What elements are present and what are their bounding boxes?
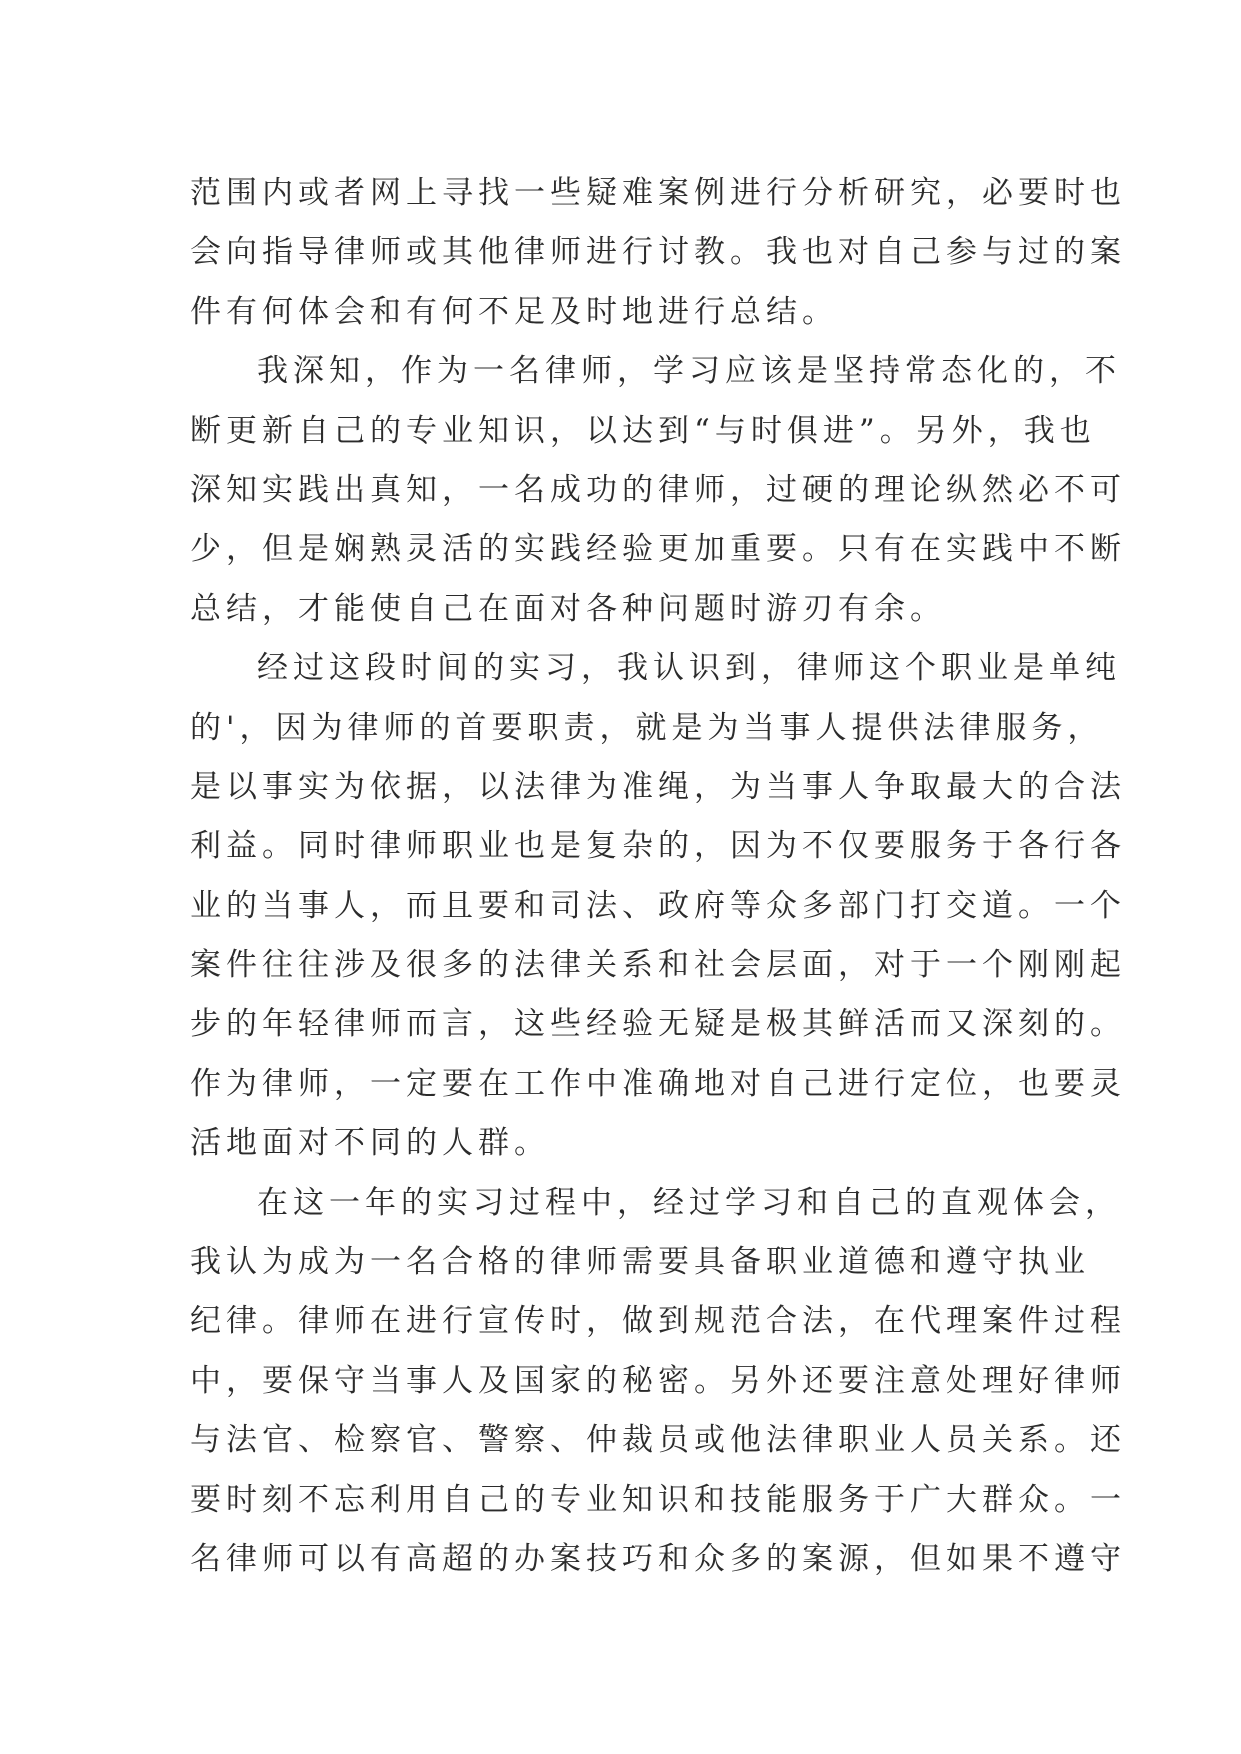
text-line: 名律师可以有高超的办案技巧和众多的案源，但如果不遵守	[190, 1540, 1126, 1577]
paragraph-first-line: 在这一年的实习过程中，经过学习和自己的直观体会，	[257, 1184, 1121, 1221]
text-line: 我认为成为一名合格的律师需要具备职业道德和遵守执业	[190, 1244, 1090, 1281]
text-line: 与法官、检察官、警察、仲裁员或他法律职业人员关系。还	[190, 1422, 1126, 1459]
text-line: 范围内或者网上寻找一些疑难案例进行分析研究，必要时也	[190, 175, 1126, 211]
text-line: 少，但是娴熟灵活的实践经验更加重要。只有在实践中不断	[190, 531, 1126, 568]
body-text	[190, 164, 1126, 1589]
text-line: 是以事实为依据，以法律为准绳，为当事人争取最大的合法	[190, 768, 1126, 805]
text-line: 深知实践出真知，一名成功的律师，过硬的理论纵然必不可	[190, 471, 1126, 508]
text-line: 件有何体会和有何不足及时地进行总结。	[190, 293, 838, 330]
text-line: 总结，才能使自己在面对各种问题时游刃有余。	[190, 590, 946, 627]
text-line: 纪律。律师在进行宣传时，做到规范合法，在代理案件过程	[190, 1303, 1126, 1340]
text-line: 断更新自己的专业知识，以达到“与时俱进”。另外，我也	[190, 412, 1096, 449]
text-line: 业的当事人，而且要和司法、政府等众多部门打交道。一个	[190, 887, 1126, 924]
text-line: 作为律师，一定要在工作中准确地对自己进行定位，也要灵	[190, 1065, 1126, 1102]
text-line: 利益。同时律师职业也是复杂的，因为不仅要服务于各行各	[190, 828, 1126, 865]
text-line: 会向指导律师或其他律师进行讨教。我也对自己参与过的案	[190, 234, 1126, 271]
text-line: 要时刻不忘利用自己的专业知识和技能服务于广大群众。一	[190, 1481, 1126, 1518]
text-line: 步的年轻律师而言，这些经验无疑是极其鲜活而又深刻的。	[190, 1006, 1126, 1043]
text-line: 活地面对不同的人群。	[190, 1125, 550, 1162]
text-line: 的'，因为律师的首要职责，就是为当事人提供法律服务，	[190, 709, 1104, 746]
paragraph-first-line: 经过这段时间的实习，我认识到，律师这个职业是单纯	[257, 650, 1121, 687]
text-line: 中，要保守当事人及国家的秘密。另外还要注意处理好律师	[190, 1362, 1126, 1399]
paragraph-first-line: 我深知，作为一名律师，学习应该是坚持常态化的，不	[257, 353, 1121, 390]
text-line: 案件往往涉及很多的法律关系和社会层面，对于一个刚刚起	[190, 947, 1126, 984]
